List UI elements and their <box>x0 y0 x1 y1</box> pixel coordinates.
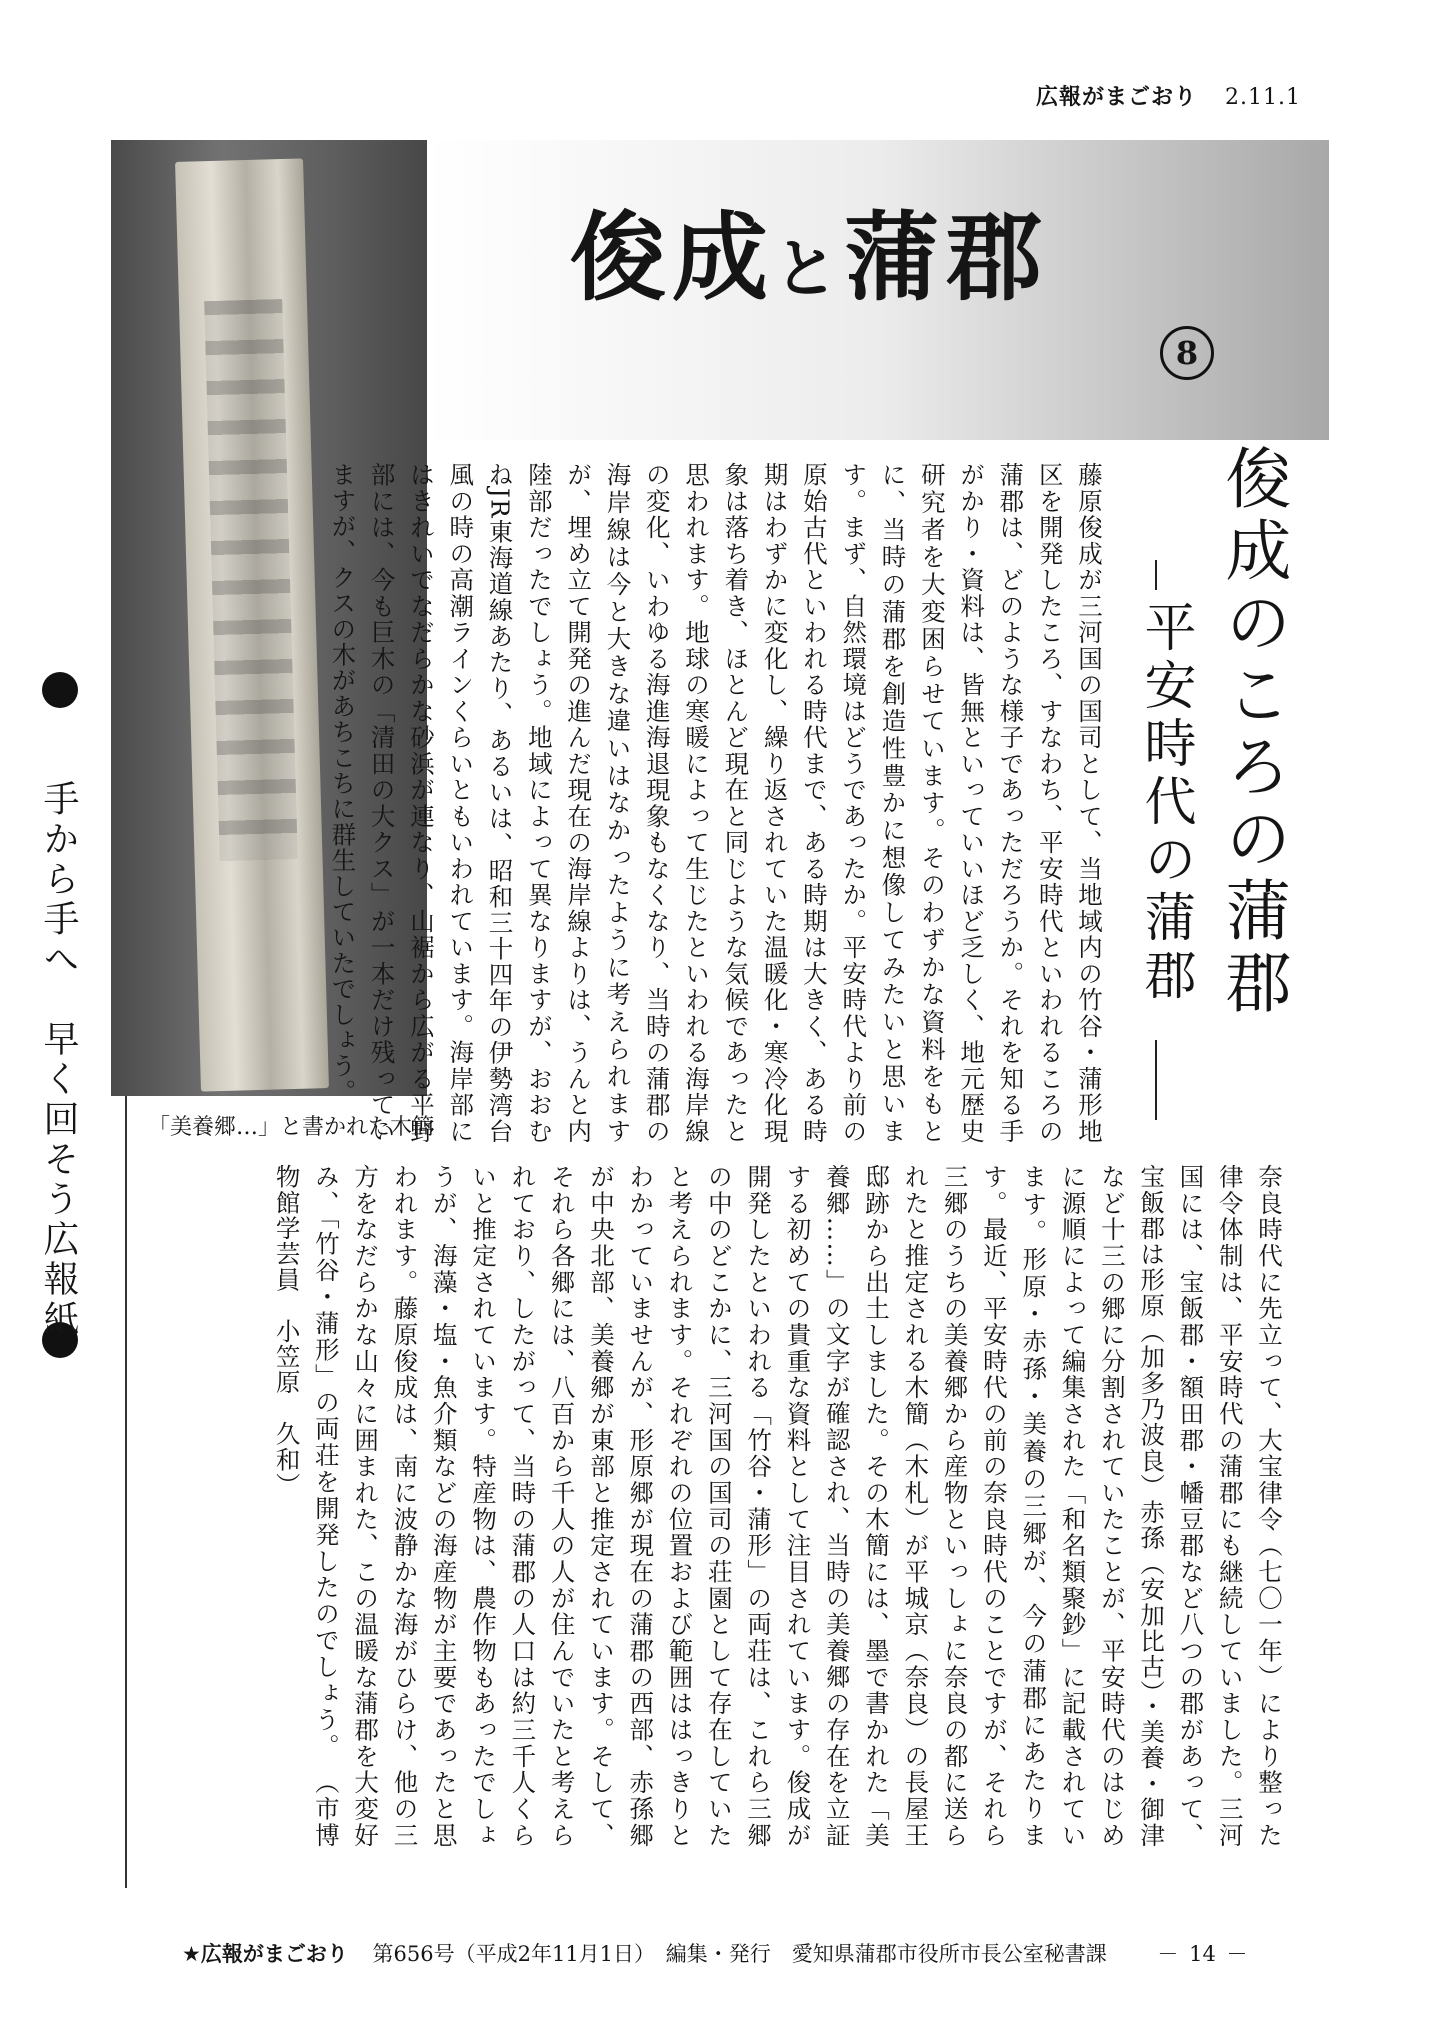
sidebar-slogan: 手から手へ 早く回そう広報紙 <box>38 780 79 1340</box>
publication-name: 広報がまごおり <box>1036 85 1198 110</box>
subtitle-dash-bottom <box>1155 1040 1157 1120</box>
page-footer <box>182 1938 1248 1968</box>
serial-number-badge: 8 <box>1160 326 1214 380</box>
title-conjunction: と <box>774 232 844 307</box>
binder-hole-top <box>42 672 78 708</box>
author-byline: （市博物館学芸員 小笠原 久和） <box>272 1164 341 1848</box>
body-text-lower-main: 奈良時代に先立って、大宝律令（七〇一年）により整った律令体制は、平安時代の蒲郡にも継続していました。三河国には、宝飯郡・額田郡・幡豆郡など八つの郡があって、宝飯郡は形原（加多乃波良）赤孫（安加比古）・美養・御津など十三の郷に分割されていたことが、平安時代のはじめに源順によって編集された「和名類聚鈔」に記載されています。形原・赤孫・美養の三郷が、今の蒲郡にあたります。最近、平安時代の前の奈良時代のことですが、それら三郷のうちの美養郷から産物といっしょに奈良の都に送られたと推定される木簡（木札）が平城京（奈良）の長屋王邸跡から出土しました。その木簡には、墨で書かれた「美養郷……」の文字が確認され、当時の美養郷の存在を立証する初めての貴重な資料として注目されています。俊成が開発したといわれる「竹谷・蒲形」の両荘は、これら三郷の中のどこかに、三河国の国司の荘園として存在していたと考えられます。それぞれの位置および範囲ははっきりとわかっていませんが、形原郷が現在の蒲郡の西部、赤孫郷が中央北部、美養郷が東部と推定されています。そして、それら各郷には、八百から千人の人が住んでいたと考えられており、したがって、当時の蒲郡の人口は約三千人くらいと推定されています。特産物は、農作物もあったでしょうが、海藻・塩・魚介類などの海産物が主要であったと思われます。藤原俊成は、南に波静かな海がひらけ、他の三方をなだらかな山々に囲まれた、この温暖な蒲郡を大変好み、「竹谷・蒲形」の両荘を開発したのでしょう。 <box>311 1164 1284 1848</box>
body-text-lower <box>155 1164 1289 1848</box>
article-title <box>570 182 1048 319</box>
ink-marks-image <box>204 299 298 861</box>
footer-issue: 第656号（平成2年11月1日） <box>372 1942 656 1966</box>
article-subsubtitle: 平安時代の蒲郡 <box>1135 600 1195 1006</box>
title-part-1: 俊成 <box>570 201 774 314</box>
footer-publisher: 編集・発行 愛知県蒲郡市役所市長公室秘書課 <box>665 1942 1107 1966</box>
issue-date: 2.11.1 <box>1225 85 1301 110</box>
page-number: － 14 － <box>1157 1942 1248 1966</box>
body-text-upper: 藤原俊成が三河国の国司として、当地域内の竹谷・蒲形地区を開発したころ、すなわち、平安時代といわれるころの蒲郡は、どのような様子であっただろうか。それを知る手がかり・資料は、皆無といっていいほど乏しく、地元歴史研究者を大変困らせています。そのわずかな資料をもとに、当時の蒲郡を創造性豊かに想像してみたいと思います。まず、自然環境はどうであったか。平安時代より前の原始古代といわれる時代まで、ある時期は大きく、ある時期はわずかに変化し、繰り返されていた温暖化・寒冷化現象は落ち着き、ほとんど現在と同じような気候であったと思われます。地球の寒暖によって生じたといわれる海岸線の変化、いわゆる海進海退現象もなくなり、当時の蒲郡の海岸線は今と大きな違いはなかったように考えられますが、埋め立て開発の進んだ現在の海岸線よりは、うんと内陸部だったでしょう。地域によって異なりますが、おおむねJR東海道線あたり、あるいは、昭和三十四年の伊勢湾台風の時の高潮ラインくらいともいわれています。海岸部にはきれいでなだらかな砂浜が連なり、山裾から広がる平野部には、今も巨木の「清田の大クス」が一本だけ残っていますが、クスの木があちこちに群生していたでしょう。 <box>328 462 1104 1144</box>
photo-caption: 「美養郷…」と書かれた木簡 <box>148 1115 435 1140</box>
article-subtitle: 俊成のころの蒲郡 <box>1214 444 1291 1020</box>
footer-publication: ★広報がまごおり <box>182 1942 348 1966</box>
subtitle-dash-top <box>1155 560 1157 590</box>
page-header <box>1036 80 1301 111</box>
title-part-2: 蒲郡 <box>844 201 1048 314</box>
